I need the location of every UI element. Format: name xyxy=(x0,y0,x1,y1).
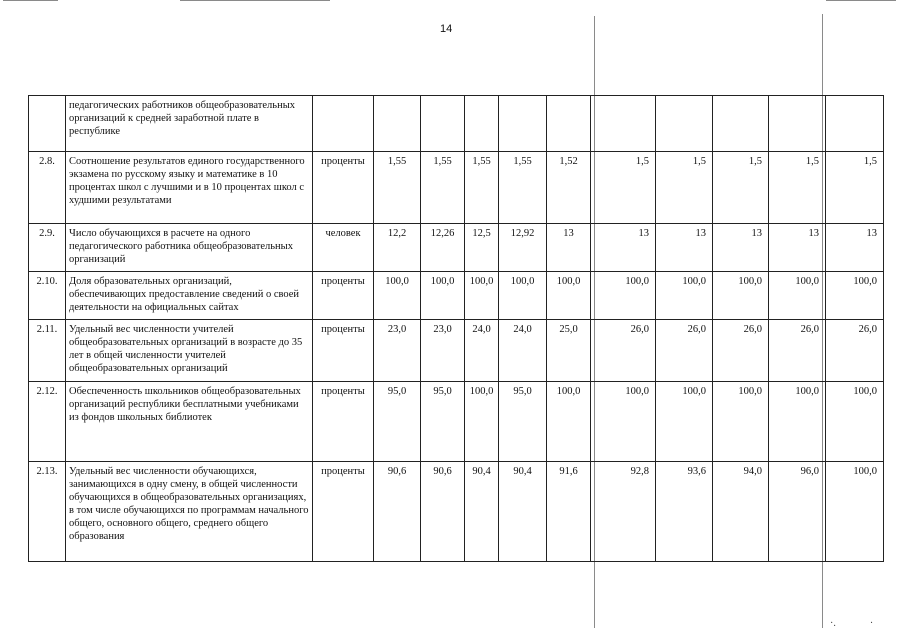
value-cell: 100,0 xyxy=(591,272,656,320)
value-cell: 93,6 xyxy=(656,462,713,562)
value-cell: 13 xyxy=(591,224,656,272)
value-cell: 24,0 xyxy=(499,320,547,382)
value-cell: 100,0 xyxy=(713,382,769,462)
value-cell: 12,5 xyxy=(465,224,499,272)
row-number: 2.13. xyxy=(29,462,66,562)
value-cell: 100,0 xyxy=(826,272,884,320)
value-cell: 1,5 xyxy=(591,152,656,224)
value-cell xyxy=(713,96,769,152)
row-number: 2.12. xyxy=(29,382,66,462)
value-cell: 100,0 xyxy=(465,272,499,320)
value-cell: 13 xyxy=(769,224,826,272)
table-row xyxy=(29,382,884,462)
value-cell: 24,0 xyxy=(465,320,499,382)
value-cell: 1,52 xyxy=(547,152,591,224)
value-cell: 100,0 xyxy=(547,382,591,462)
value-cell: 100,0 xyxy=(769,382,826,462)
value-cell: 1,5 xyxy=(769,152,826,224)
value-cell: 1,5 xyxy=(826,152,884,224)
indicator-name: Доля образовательных организаций, обеспечивающих предоставление сведений о своей деятельности на официальных сайтах xyxy=(66,272,313,320)
value-cell: 12,92 xyxy=(499,224,547,272)
table-row xyxy=(29,96,884,152)
indicator-unit xyxy=(313,96,374,152)
value-cell: 100,0 xyxy=(656,382,713,462)
value-cell: 96,0 xyxy=(769,462,826,562)
value-cell: 100,0 xyxy=(826,462,884,562)
table-row xyxy=(29,272,884,320)
value-cell: 100,0 xyxy=(374,272,421,320)
row-number: 2.9. xyxy=(29,224,66,272)
value-cell: 26,0 xyxy=(591,320,656,382)
indicators-table xyxy=(28,95,884,562)
value-cell xyxy=(826,96,884,152)
row-number: 2.10. xyxy=(29,272,66,320)
value-cell: 100,0 xyxy=(591,382,656,462)
row-number: 2.8. xyxy=(29,152,66,224)
value-cell xyxy=(591,96,656,152)
value-cell: 1,55 xyxy=(421,152,465,224)
value-cell: 26,0 xyxy=(713,320,769,382)
value-cell: 100,0 xyxy=(826,382,884,462)
value-cell: 1,55 xyxy=(374,152,421,224)
value-cell: 13 xyxy=(656,224,713,272)
table-row xyxy=(29,152,884,224)
value-cell: 25,0 xyxy=(547,320,591,382)
indicator-unit: проценты xyxy=(313,320,374,382)
value-cell: 100,0 xyxy=(769,272,826,320)
indicator-unit: человек xyxy=(313,224,374,272)
value-cell: 1,55 xyxy=(499,152,547,224)
indicator-unit: проценты xyxy=(313,272,374,320)
value-cell: 12,2 xyxy=(374,224,421,272)
table-row xyxy=(29,224,884,272)
scan-line-top-left xyxy=(3,0,58,1)
value-cell xyxy=(547,96,591,152)
indicator-name: Число обучающихся в расчете на одного педагогического работника общеобразовательных организаций xyxy=(66,224,313,272)
value-cell: 13 xyxy=(547,224,591,272)
value-cell: 90,4 xyxy=(499,462,547,562)
value-cell: 91,6 xyxy=(547,462,591,562)
value-cell: 90,6 xyxy=(421,462,465,562)
scan-line-top-right xyxy=(826,0,896,1)
value-cell: 100,0 xyxy=(713,272,769,320)
value-cell: 23,0 xyxy=(374,320,421,382)
value-cell xyxy=(656,96,713,152)
table-row xyxy=(29,462,884,562)
value-cell: 23,0 xyxy=(421,320,465,382)
row-number xyxy=(29,96,66,152)
value-cell: 1,5 xyxy=(656,152,713,224)
value-cell: 100,0 xyxy=(656,272,713,320)
page-number: 14 xyxy=(440,23,453,35)
value-cell: 12,26 xyxy=(421,224,465,272)
value-cell: 100,0 xyxy=(421,272,465,320)
scan-marks: ·. · xyxy=(830,618,874,629)
value-cell: 13 xyxy=(826,224,884,272)
value-cell xyxy=(769,96,826,152)
value-cell: 13 xyxy=(713,224,769,272)
value-cell: 90,4 xyxy=(465,462,499,562)
value-cell xyxy=(465,96,499,152)
indicator-unit: проценты xyxy=(313,462,374,562)
value-cell: 90,6 xyxy=(374,462,421,562)
value-cell: 26,0 xyxy=(656,320,713,382)
value-cell: 95,0 xyxy=(421,382,465,462)
value-cell xyxy=(499,96,547,152)
value-cell xyxy=(374,96,421,152)
value-cell: 26,0 xyxy=(826,320,884,382)
value-cell: 100,0 xyxy=(499,272,547,320)
indicator-name: Обеспеченность школьников общеобразовательных организаций республики бесплатными учебниками из фондов школьных библиотек xyxy=(66,382,313,462)
value-cell: 100,0 xyxy=(547,272,591,320)
value-cell: 95,0 xyxy=(499,382,547,462)
indicator-unit: проценты xyxy=(313,382,374,462)
value-cell: 100,0 xyxy=(465,382,499,462)
indicator-name: Удельный вес численности обучающихся, занимающихся в одну смену, в общей численности обучающихся в общеобразовательных организациях, в том числе обучающихся по программам начального общего, основного общего, среднего общего образования xyxy=(66,462,313,562)
value-cell: 1,5 xyxy=(713,152,769,224)
value-cell: 1,55 xyxy=(465,152,499,224)
indicator-name: педагогических работников общеобразовательных организаций к средней заработной плате в республике xyxy=(66,96,313,152)
indicator-name: Соотношение результатов единого государственного экзамена по русскому языку и математике в 10 процентах школ с лучшими и в 10 процентах школ с худшими результатами xyxy=(66,152,313,224)
value-cell: 92,8 xyxy=(591,462,656,562)
value-cell: 26,0 xyxy=(769,320,826,382)
value-cell: 95,0 xyxy=(374,382,421,462)
table-row xyxy=(29,320,884,382)
indicator-name: Удельный вес численности учителей общеобразовательных организаций в возрасте до 35 лет в общей численности учителей общеобразовательных организаций xyxy=(66,320,313,382)
scan-line-top-middle xyxy=(180,0,330,1)
indicator-unit: проценты xyxy=(313,152,374,224)
row-number: 2.11. xyxy=(29,320,66,382)
value-cell: 94,0 xyxy=(713,462,769,562)
value-cell xyxy=(421,96,465,152)
